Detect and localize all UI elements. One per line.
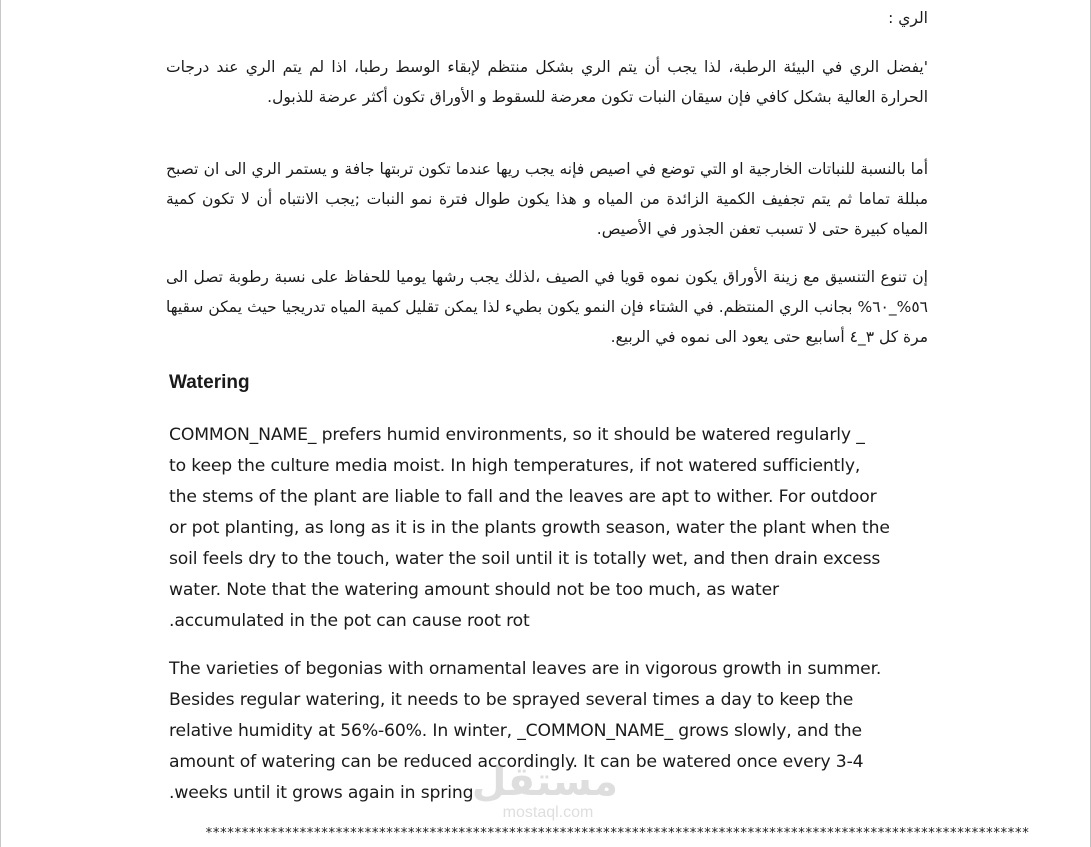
paragraph-line: the stems of the plant are liable to fall and the leaves are apt to wither. For outdoor <box>169 487 877 507</box>
paragraph-line: Besides regular watering, it needs to be sprayed several times a day to keep the <box>169 690 854 710</box>
paragraph-line: The varieties of begonias with ornamental leaves are in vigorous growth in summer. <box>169 659 882 679</box>
paragraph-line: .weeks until it grows again in spring <box>169 783 474 803</box>
page-left-border <box>0 0 1 847</box>
watermark-arabic-text: مستقل <box>471 759 618 805</box>
arabic-paragraph-3: إن تنوع التنسيق مع زينة الأوراق يكون نموه قويا في الصيف ،لذلك يجب رشها يوميا للحفاظ على نسبة رطوبة تصل الى ٥٦%_٦٠% بجانب الري المنتظم. في الشتاء فإن النمو يكون بطيء لذا يمكن تقليل كمية المياه تدريجيا حيث يمكن سقيها مرة كل ٣_٤ أسابيع حتى يعود الى نموه في الربيع. <box>166 268 928 346</box>
paragraph-line: relative humidity at 56%-60%. In winter, _COMMON_NAME_ grows slowly, and the <box>169 721 862 741</box>
paragraph-line: to keep the culture media moist. In high temperatures, if not watered sufficiently, <box>169 456 861 476</box>
watermark-latin-text: mostaql.com <box>502 804 594 821</box>
asterisk-separator: ****************************************************************************************************************** <box>205 826 1029 841</box>
arabic-heading: الري : <box>888 9 928 27</box>
english-heading: Watering <box>169 372 250 393</box>
arabic-paragraph-2: أما بالنسبة للنباتات الخارجية او التي توضع في اصيص فإنه يجب ريها عندما تكون تربتها جافة و يستمر الري الى ان تصبح مبللة تماما ثم يتم تجفيف الكمية الزائدة من المياه و هذا يكون طوال فترة نمو النبات ;يجب الانتباه أن لا تكون كمية المياه كبيرة حتى لا تسبب تعفن الجذور في الأصيص. <box>166 160 928 238</box>
paragraph-line: water. Note that the watering amount should not be too much, as water <box>169 580 779 600</box>
paragraph-line: amount of watering can be reduced accordingly. It can be watered once every 3-4 <box>169 752 864 772</box>
paragraph-line: or pot planting, as long as it is in the plants growth season, water the plant when the <box>169 518 890 538</box>
mostaql-watermark-logo <box>471 759 618 830</box>
paragraph-line: .accumulated in the pot can cause root rot <box>169 611 530 631</box>
paragraph-line: COMMON_NAME_ prefers humid environments, so it should be watered regularly _ <box>169 425 865 445</box>
english-paragraph-1 <box>169 420 949 637</box>
paragraph-line: soil feels dry to the touch, water the soil until it is totally wet, and then drain excess <box>169 549 881 569</box>
arabic-paragraph-1: 'يفضل الري في البيئة الرطبة، لذا يجب أن يتم الري بشكل منتظم لإبقاء الوسط رطبا، اذا لم يتم الري عند درجات الحرارة العالية بشكل كافي فإن سيقان النبات تكون معرضة للسقوط و الأوراق تكون أكثر عرضة للذبول. <box>166 58 928 106</box>
